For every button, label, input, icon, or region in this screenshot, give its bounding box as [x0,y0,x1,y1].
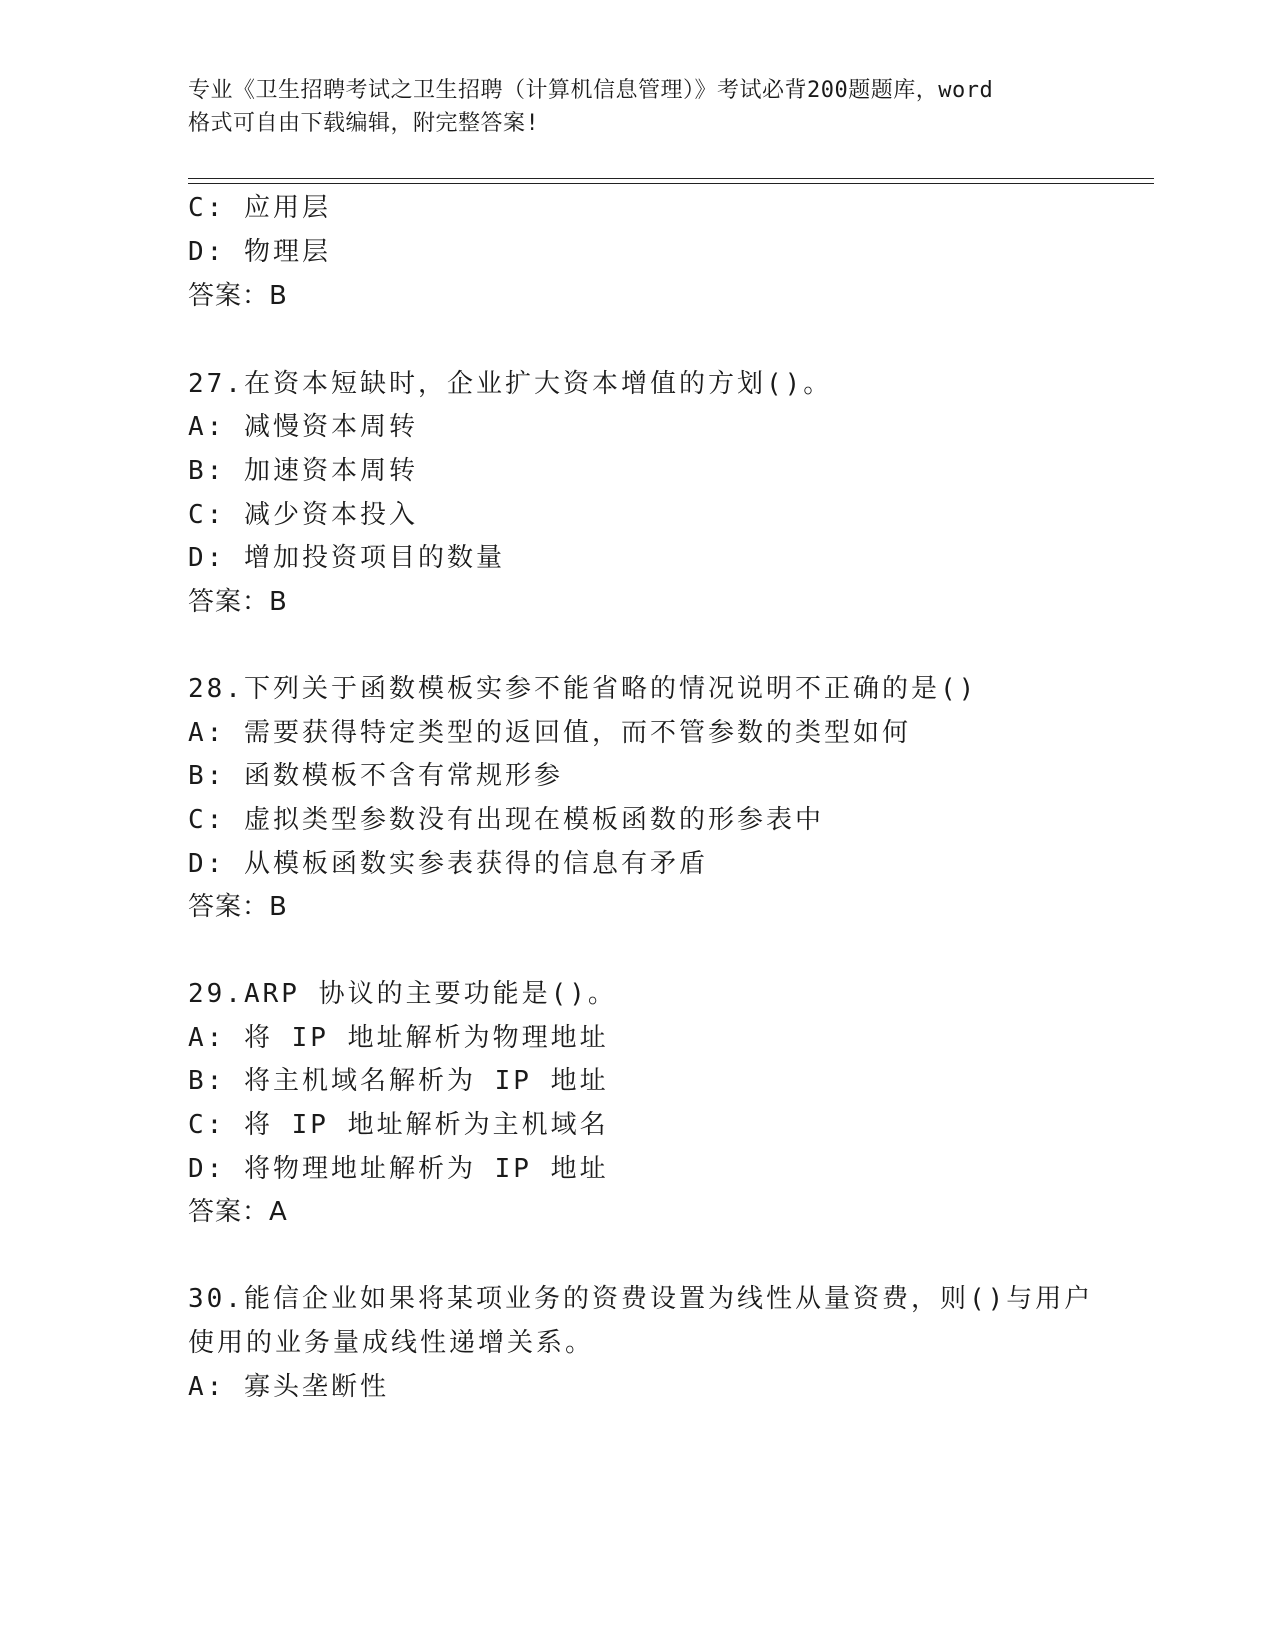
q29-option-d: D: 将物理地址解析为 IP 地址 [188,1154,609,1184]
q27-stem: 27.在资本短缺时，企业扩大资本增值的方划()。 [188,369,833,399]
prev-option-d: D: 物理层 [188,237,331,267]
q30-option-a: A: 寡头垄断性 [188,1372,389,1402]
header-line-1: 专业《卫生招聘考试之卫生招聘（计算机信息管理）》考试必背200题题库，word [188,78,994,103]
q27-option-d: D: 增加投资项目的数量 [188,543,505,573]
q29-option-a: A: 将 IP 地址解析为物理地址 [188,1023,609,1053]
q29-option-b: B: 将主机域名解析为 IP 地址 [188,1066,609,1096]
q28-option-d: D: 从模板函数实参表获得的信息有矛盾 [188,849,708,879]
q29-stem: 29.ARP 协议的主要功能是()。 [188,979,617,1009]
q27-option-c: C: 减少资本投入 [188,500,418,530]
header-rule-bottom [188,183,1154,184]
header-line-2: 格式可自由下载编辑，附完整答案! [188,111,540,136]
q28-option-b: B: 函数模板不含有常规形参 [188,761,563,791]
q29-option-c: C: 将 IP 地址解析为主机域名 [188,1110,609,1140]
q27-answer: 答案：B [188,587,288,617]
prev-answer: 答案：B [188,281,288,311]
q30-stem-line-1: 30.能信企业如果将某项业务的资费设置为线性从量资费，则()与用户 [188,1284,1094,1314]
q28-stem: 28.下列关于函数模板实参不能省略的情况说明不正确的是() [188,674,978,704]
q27-option-b: B: 加速资本周转 [188,456,418,486]
prev-option-c: C: 应用层 [188,193,331,223]
q29-answer: 答案：A [188,1197,288,1227]
q28-option-c: C: 虚拟类型参数没有出现在模板函数的形参表中 [188,805,824,835]
q28-answer: 答案：B [188,892,288,922]
q30-stem-line-2: 使用的业务量成线性递增关系。 [188,1328,595,1358]
header-rule-top [188,178,1154,179]
q28-option-a: A: 需要获得特定类型的返回值，而不管参数的类型如何 [188,718,911,748]
document-header [188,74,1088,140]
q27-option-a: A: 减慢资本周转 [188,412,418,442]
